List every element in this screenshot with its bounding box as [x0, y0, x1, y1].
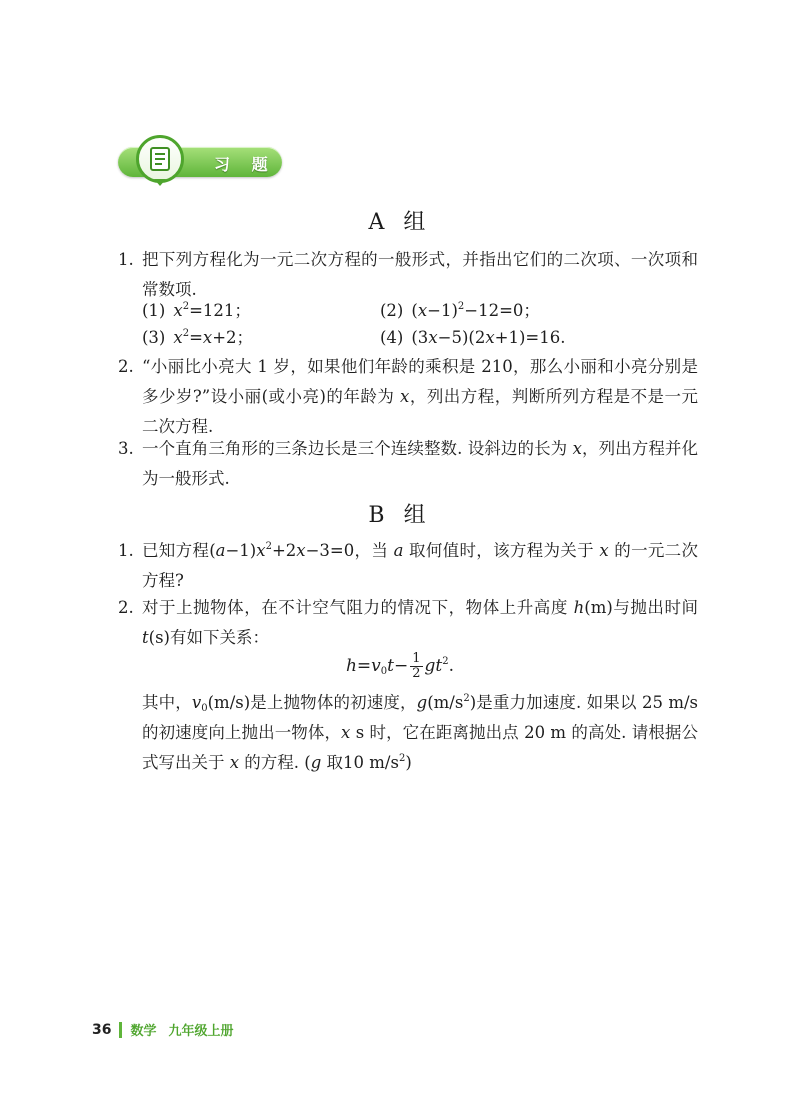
fraction: $\frac{1}{2}$	[412, 651, 421, 681]
formula: $h=v_0t-$ $\frac{1}{2}$ $gt^2$.	[345, 651, 455, 681]
subquestion-1: (1) $x^2=121$；	[142, 301, 251, 320]
subquestion-2: (2) $(x-1)^2-12=0$；	[380, 301, 540, 320]
subject-label: 数学	[130, 1024, 157, 1039]
badge-label: 习 题	[214, 155, 276, 174]
question-b1: 1. 已知方程$(a-1)x^2+2x-3=0$，当 a 取何值时，该方程为关于 x 的一元二次方程?	[118, 541, 698, 590]
notebook-icon	[136, 135, 184, 183]
subquestion-4: (4) (3x−5)(2x+1)=16.	[380, 328, 566, 347]
chevron-down-icon	[154, 179, 166, 186]
question-b2-continuation: 其中，$v_0(m/s)$是上抛物体的初速度，$g(m/s^2)$是重力加速度. 如果以 25 m/s的初速度向上抛出一物体，x s 时，它在距离抛出点 20 m 的高处. 请根据公式写出关于 x 的方程. (g 取10 $m/s^2$)	[142, 693, 699, 772]
question-text: 把下列方程化为一元二次方程的一般形式，并指出它们的二次项、一次项和常数项.	[142, 250, 698, 299]
question-b2: 2. 对于上抛物体，在不计空气阻力的情况下，物体上升高度 h(m)与抛出时间 t(s)有如下关系：	[118, 598, 698, 647]
page-number: 36	[92, 1021, 112, 1038]
question-a2: 2. “小丽比小亮大 1 岁，如果他们年龄的乘积是 210，那么小丽和小亮分别是多少岁?”设小丽(或小亮)的年龄为 x，列出方程，判断所列方程是不是一元二次方程.	[118, 357, 699, 436]
question-number: 1.	[118, 250, 134, 269]
exercise-badge	[118, 135, 282, 187]
subquestion-3: (3) $x^2=x+2$；	[142, 328, 254, 347]
group-a-title: A 组	[368, 210, 432, 235]
grade-label: 九年级上册	[168, 1024, 234, 1039]
question-a3: 3. 一个直角三角形的三条边长是三个连续整数. 设斜边的长为 x，列出方程并化为一般形式.	[118, 439, 698, 488]
page-footer	[92, 1020, 234, 1039]
group-b-title: B 组	[368, 503, 432, 528]
footer-divider	[119, 1022, 122, 1038]
